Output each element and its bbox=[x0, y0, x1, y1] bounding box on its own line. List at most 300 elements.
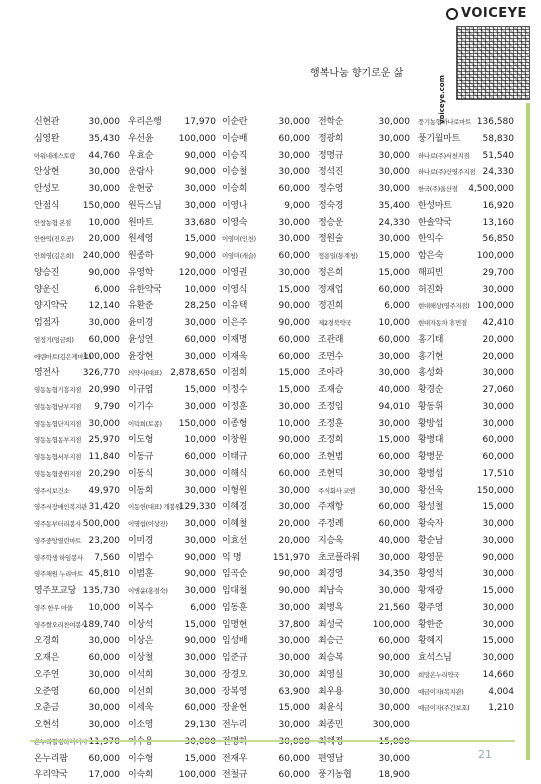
donor-name: 조현범 bbox=[318, 452, 344, 462]
donor-name: 엄점자 bbox=[34, 318, 60, 328]
donation-amount: 27,060 bbox=[482, 385, 514, 395]
donation-amount: 151,970 bbox=[272, 552, 310, 563]
donation-amount: 60,000 bbox=[378, 519, 410, 529]
donor-name: 전누리 bbox=[222, 720, 248, 730]
donation-amount: 15,000 bbox=[482, 586, 514, 596]
donation-amount: 40,000 bbox=[378, 385, 410, 395]
donor-name: 전재우 bbox=[222, 753, 248, 764]
donation-amount: 17,970 bbox=[184, 117, 216, 127]
donor-name: 이동식 bbox=[128, 468, 154, 479]
donation-amount: 30,000 bbox=[184, 401, 216, 412]
donor-name: 윤성연 bbox=[128, 334, 154, 345]
donor-row bbox=[34, 215, 514, 232]
donor-name: 이영나 bbox=[222, 200, 248, 211]
donor-name: 이상석 bbox=[128, 619, 154, 630]
donor-name: 윤미경 bbox=[128, 318, 154, 328]
donation-amount bbox=[358, 734, 410, 751]
donation-amount: 30,000 bbox=[482, 401, 514, 412]
donation-amount: 24,330 bbox=[378, 217, 410, 228]
donor-row bbox=[34, 315, 514, 332]
donation-amount: 14,660 bbox=[482, 669, 514, 680]
donation-amount: 30,000 bbox=[378, 468, 410, 479]
donation-amount: 90,000 bbox=[184, 251, 216, 261]
donation-amount: 60,000 bbox=[184, 703, 216, 714]
donor-name: 이세욱 bbox=[128, 703, 154, 714]
donation-amount: 136,580 bbox=[476, 117, 514, 127]
donation-amount: 150,000 bbox=[476, 485, 514, 496]
donor-name: 최경영 bbox=[318, 569, 344, 580]
donation-amount: 30,000 bbox=[482, 519, 514, 529]
donor-name: 영주중앙열린마트 bbox=[34, 536, 82, 545]
donor-name: 우리은행 bbox=[128, 117, 162, 127]
donor-name: 조면수 bbox=[318, 351, 344, 362]
donation-amount: 30,000 bbox=[278, 602, 310, 613]
donor-name: 영동농협서부지점 bbox=[34, 453, 82, 461]
donor-name: 에덴마트(김은게마트) bbox=[34, 352, 92, 361]
donation-amount: 60,000 bbox=[88, 753, 120, 764]
donor-name: 임명현 bbox=[222, 619, 248, 630]
donation-amount: 51,540 bbox=[482, 150, 514, 161]
donation-amount: 7,560 bbox=[94, 552, 120, 563]
donation-amount: 30,000 bbox=[184, 535, 216, 546]
donation-amount: 30,000 bbox=[184, 653, 216, 663]
donation-amount: 30,000 bbox=[378, 133, 410, 144]
donation-amount: 17,000 bbox=[88, 770, 120, 781]
donation-amount: 30,000 bbox=[88, 184, 120, 194]
donor-name: 이승직 bbox=[222, 150, 248, 161]
donation-amount: 30,000 bbox=[378, 150, 410, 161]
donation-amount: 16,920 bbox=[482, 200, 514, 211]
donation-amount: 30,000 bbox=[378, 368, 410, 379]
donor-name: 유환준 bbox=[128, 301, 154, 312]
donor-name: 정승운 bbox=[318, 217, 344, 228]
donation-amount: 34,350 bbox=[378, 569, 410, 580]
donation-amount: 30,000 bbox=[378, 117, 410, 127]
donor-name: 온누리팜 bbox=[34, 753, 68, 764]
donation-amount: 30,000 bbox=[278, 720, 310, 730]
donation-amount: 35,430 bbox=[88, 133, 120, 144]
donor-name: 정재업 bbox=[318, 284, 344, 295]
donation-amount: 58,830 bbox=[482, 133, 514, 144]
donation-amount: 18,900 bbox=[378, 770, 410, 781]
donor-row bbox=[34, 483, 514, 500]
donor-name: 이기수 bbox=[128, 401, 154, 412]
donation-amount: 60,000 bbox=[88, 334, 120, 345]
donor-name: 풍기농협 bbox=[318, 770, 352, 781]
donation-amount: 49,970 bbox=[88, 485, 120, 496]
donor-name: 이승희 bbox=[222, 184, 248, 194]
donor-name: 이형원 bbox=[222, 485, 248, 496]
donor-row bbox=[34, 633, 514, 650]
donation-amount: 60,000 bbox=[278, 770, 310, 781]
donation-amount: 60,000 bbox=[378, 502, 410, 513]
donation-amount: 10,000 bbox=[184, 435, 216, 446]
donation-amount: 15,000 bbox=[482, 502, 514, 513]
donor-name: 허진화 bbox=[418, 284, 444, 295]
donor-name: 신현관 bbox=[34, 117, 60, 127]
donor-name bbox=[318, 734, 343, 751]
donation-amount: 20,000 bbox=[278, 519, 310, 529]
donor-name: 이범훈 bbox=[128, 569, 154, 580]
donation-amount: 15,000 bbox=[278, 385, 310, 395]
donor-name: 이영미(인천) bbox=[222, 235, 256, 244]
donation-amount: 30,000 bbox=[378, 686, 410, 697]
donation-amount: 10,000 bbox=[278, 418, 310, 429]
donation-amount: 30,000 bbox=[482, 284, 514, 295]
donor-name: 윤장현 bbox=[128, 351, 154, 362]
donor-name: 조정훈 bbox=[318, 418, 344, 429]
donation-amount: 30,000 bbox=[378, 703, 410, 714]
donation-amount: 6,000 bbox=[94, 284, 120, 295]
donation-amount: 30,000 bbox=[278, 653, 310, 663]
donor-name: 유한약국 bbox=[128, 284, 162, 295]
donor-name: 임대철 bbox=[222, 586, 248, 596]
donation-amount: 60,000 bbox=[278, 468, 310, 479]
donation-amount: 30,000 bbox=[184, 468, 216, 479]
donor-name: 이영숙 bbox=[222, 217, 248, 228]
donor-name: 전학순 bbox=[318, 117, 344, 127]
donation-amount: 30,000 bbox=[378, 753, 410, 764]
donation-amount: 20,000 bbox=[278, 535, 310, 546]
donor-name: 홍성화 bbox=[418, 368, 444, 379]
donor-name: 하나로(주)신영주지점 bbox=[418, 168, 476, 177]
donor-row bbox=[34, 248, 514, 265]
donor-name: 안한익(진오공) bbox=[34, 235, 74, 244]
donation-amount: 21,560 bbox=[378, 602, 410, 613]
donor-name: 이미경 bbox=[128, 535, 154, 546]
donor-name: 양운신 bbox=[34, 284, 60, 295]
donation-amount: 30,000 bbox=[378, 351, 410, 362]
donor-name: 이재명 bbox=[222, 334, 248, 345]
donor-row bbox=[34, 550, 514, 567]
donation-amount: 90,000 bbox=[278, 586, 310, 596]
donation-amount: 30,000 bbox=[278, 502, 310, 513]
donation-amount: 37,800 bbox=[278, 619, 310, 630]
donor-name: 최우용 bbox=[318, 686, 344, 697]
donation-amount: 90,000 bbox=[278, 569, 310, 580]
donation-amount: 30,000 bbox=[278, 485, 310, 496]
donor-name: 황병섭 bbox=[418, 468, 444, 479]
donor-name: 하나로(주)서천지점 bbox=[418, 151, 470, 160]
donation-amount: 60,000 bbox=[278, 251, 310, 261]
donation-amount bbox=[74, 734, 120, 751]
donor-name: 희망온누리약국 bbox=[418, 670, 460, 679]
donation-amount: 30,000 bbox=[482, 569, 514, 580]
donation-amount: 15,000 bbox=[378, 435, 410, 446]
donor-name: 조현덕 bbox=[318, 468, 344, 479]
donation-amount: 500,000 bbox=[82, 519, 120, 529]
donor-name: 영주 한우 마을 bbox=[34, 603, 73, 612]
donor-name: 황병문 bbox=[418, 452, 444, 462]
donation-amount: 100,000 bbox=[82, 351, 120, 362]
donation-amount: 6,000 bbox=[384, 301, 410, 312]
donation-amount: 29,130 bbox=[184, 720, 216, 730]
donation-amount: 94,010 bbox=[378, 401, 410, 412]
donor-row bbox=[34, 767, 514, 784]
donor-name: 조재승 bbox=[318, 385, 344, 395]
donation-amount: 60,000 bbox=[278, 133, 310, 144]
donation-amount: 30,000 bbox=[184, 519, 216, 529]
donation-amount: 15,000 bbox=[184, 753, 216, 764]
donor-name: 영주포교당 bbox=[34, 586, 76, 596]
donor-name: 주재항 bbox=[318, 502, 344, 513]
donor-name: 조관래 bbox=[318, 334, 344, 345]
donation-amount: 20,000 bbox=[482, 334, 514, 345]
donor-name: 정수영 bbox=[318, 184, 344, 194]
donation-amount: 30,000 bbox=[378, 485, 410, 496]
donor-name: 영주학생 하임봉사 bbox=[34, 553, 83, 562]
donor-name: 원마트 bbox=[128, 217, 154, 228]
donation-amount: 23,200 bbox=[88, 535, 120, 546]
donor-name: 최승근 bbox=[318, 636, 344, 647]
donation-amount: 30,000 bbox=[278, 117, 310, 127]
donor-name: 황재광 bbox=[418, 586, 444, 596]
donor-name: 익 명 bbox=[222, 552, 242, 563]
donor-row bbox=[34, 432, 514, 449]
donation-amount: 60,000 bbox=[278, 452, 310, 462]
donor-name: 황영석 bbox=[418, 569, 444, 580]
donation-amount: 100,000 bbox=[372, 619, 410, 630]
donor-name: 영전사 bbox=[34, 368, 60, 379]
donor-name: 효석스님 bbox=[418, 653, 452, 663]
donor-name: 운람사 bbox=[128, 167, 154, 178]
donation-amount: 10,000 bbox=[88, 602, 120, 613]
donor-row bbox=[34, 734, 514, 751]
donor-name: 이상은 bbox=[128, 636, 154, 647]
donor-name: 주정례 bbox=[318, 519, 344, 529]
donor-name: 이해식 bbox=[222, 468, 248, 479]
donor-name: 조정희 bbox=[318, 435, 344, 446]
donor-name: 우리약국 bbox=[34, 770, 68, 781]
donor-name: 이수형 bbox=[128, 753, 154, 764]
donation-amount: 6,000 bbox=[190, 602, 216, 613]
donation-amount: 30,000 bbox=[278, 636, 310, 647]
donor-name: 현대자동차 휴먼점 bbox=[418, 319, 467, 327]
donation-amount: 13,160 bbox=[482, 217, 514, 228]
donor-row bbox=[34, 399, 514, 416]
donation-amount bbox=[262, 734, 310, 751]
donation-amount: 30,000 bbox=[88, 318, 120, 328]
donor-name: 양승진 bbox=[34, 267, 60, 278]
donation-amount bbox=[168, 734, 216, 751]
donation-amount: 30,000 bbox=[184, 184, 216, 194]
donation-amount: 30,000 bbox=[88, 703, 120, 714]
donor-row bbox=[34, 684, 514, 701]
donation-amount: 15,000 bbox=[378, 267, 410, 278]
donor-row bbox=[34, 131, 514, 148]
donation-amount: 12,140 bbox=[88, 301, 120, 312]
donor-name: 안점식 bbox=[34, 200, 60, 211]
donor-name: 조아라 bbox=[318, 368, 344, 379]
donation-amount: 60,000 bbox=[88, 686, 120, 697]
donor-name: 홍기현 bbox=[418, 351, 444, 362]
donor-name: 엄정기(엄금희) bbox=[34, 335, 74, 344]
donation-amount: 60,000 bbox=[88, 653, 120, 663]
side-accent-bar bbox=[526, 103, 530, 760]
donor-name: 오재은 bbox=[34, 653, 60, 663]
donation-amount: 63,900 bbox=[278, 686, 310, 697]
donation-amount: 40,000 bbox=[378, 535, 410, 546]
donor-name: 영동농협기흥지점 bbox=[34, 386, 82, 394]
donor-name: 이병윤(홍점숙) bbox=[128, 587, 168, 595]
donation-amount: 15,000 bbox=[482, 636, 514, 647]
footer-divider bbox=[30, 740, 515, 742]
donor-name: 해피빈 bbox=[418, 267, 444, 278]
donor-name: 주식회사 코엔 bbox=[318, 486, 355, 495]
donor-name: 현대해상(영주지점) bbox=[418, 302, 470, 311]
donation-amount: 100,000 bbox=[178, 770, 216, 781]
donor-row bbox=[34, 114, 514, 131]
donor-name: 최영실 bbox=[318, 669, 344, 680]
donation-amount: 100,000 bbox=[476, 301, 514, 312]
donor-name: 이명섭(이상진) bbox=[128, 520, 168, 528]
donor-name: 편영남 bbox=[318, 753, 344, 764]
donation-amount: 30,000 bbox=[278, 669, 310, 680]
donation-amount: 30,000 bbox=[184, 586, 216, 596]
voiceye-code-image bbox=[456, 26, 530, 100]
donor-name: 이영권 bbox=[222, 267, 248, 278]
donor-name: 이석희 bbox=[128, 669, 154, 680]
donor-name: 정숙경 bbox=[318, 200, 344, 211]
donor-name: 이상철 bbox=[128, 653, 154, 663]
donor-name: 원세영 bbox=[128, 234, 154, 245]
donor-name: 최성국 bbox=[318, 619, 344, 630]
donation-amount: 33,680 bbox=[184, 217, 216, 228]
donation-amount: 15,000 bbox=[378, 251, 410, 261]
donor-row bbox=[34, 449, 514, 466]
donor-name: 황한준 bbox=[418, 619, 444, 630]
donor-row bbox=[34, 466, 514, 483]
donation-amount: 28,250 bbox=[184, 301, 216, 312]
donation-amount: 30,000 bbox=[88, 117, 120, 127]
donation-amount: 30,000 bbox=[184, 485, 216, 496]
donor-list bbox=[34, 114, 514, 784]
donor-name: 영동농협동부지점 bbox=[34, 436, 82, 445]
donation-amount: 100,000 bbox=[476, 251, 514, 261]
donor-row bbox=[34, 349, 514, 366]
donor-name: 정진희 bbox=[318, 301, 344, 312]
donation-amount: 35,400 bbox=[378, 200, 410, 211]
donor-name: 오주연 bbox=[34, 669, 60, 680]
donor-name: 한익수 bbox=[418, 234, 444, 245]
donation-amount: 30,000 bbox=[482, 368, 514, 379]
donor-name: 이태규 bbox=[222, 452, 248, 462]
donation-amount: 135,730 bbox=[82, 586, 120, 596]
donor-name: 황방섭 bbox=[418, 418, 444, 429]
donor-name: 한국(주)울산점 bbox=[418, 185, 458, 193]
page-slogan: 행복나눔 향기로운 삶 bbox=[310, 68, 404, 79]
donor-row bbox=[34, 751, 514, 768]
donation-amount: 10,000 bbox=[88, 217, 120, 228]
donor-name: 이승배 bbox=[222, 133, 248, 144]
donor-name: 이혜철 bbox=[222, 519, 248, 529]
donation-amount: 30,000 bbox=[482, 418, 514, 429]
donor-row bbox=[34, 650, 514, 667]
donor-name: 최윤식 bbox=[318, 703, 344, 714]
donation-amount: 45,810 bbox=[88, 569, 120, 580]
donor-name: 황순남 bbox=[418, 535, 444, 546]
donation-amount: 11,840 bbox=[88, 452, 120, 462]
donation-amount: 17,510 bbox=[482, 468, 514, 479]
donor-row bbox=[34, 583, 514, 600]
donor-name: 정용일(통계청) bbox=[318, 252, 358, 260]
donor-name: 이덕희(토종) bbox=[128, 419, 162, 428]
voiceye-logo bbox=[446, 6, 536, 24]
voiceye-logo-text: VOICEYE bbox=[461, 6, 527, 21]
donor-name: 황숙자 bbox=[418, 519, 444, 529]
donor-name: 풍기농협하나로마트 bbox=[418, 118, 471, 126]
donation-amount: 90,000 bbox=[482, 552, 514, 563]
donation-amount: 30,000 bbox=[88, 167, 120, 178]
donation-amount: 30,000 bbox=[482, 619, 514, 630]
donation-amount: 15,000 bbox=[278, 284, 310, 295]
donation-amount: 300,000 bbox=[372, 720, 410, 730]
donor-row bbox=[34, 516, 514, 533]
donor-name: 이창원 bbox=[222, 435, 248, 446]
donor-name: 유영학 bbox=[128, 267, 154, 278]
donation-amount: 30,000 bbox=[184, 200, 216, 211]
donation-amount: 30,000 bbox=[378, 167, 410, 178]
donor-name: 안희영(김은희) bbox=[34, 252, 74, 260]
donation-amount: 90,000 bbox=[184, 569, 216, 580]
donation-amount: 30,000 bbox=[378, 586, 410, 596]
donor-name: 영주쌀오리찬여봉사 bbox=[34, 620, 87, 629]
donor-name: 안성모 bbox=[34, 184, 60, 194]
donor-name: 정석진 bbox=[318, 167, 344, 178]
donation-amount: 20,000 bbox=[88, 234, 120, 245]
donor-name: 이점희 bbox=[222, 368, 248, 379]
donor-name: 의약사(대표) bbox=[128, 369, 162, 378]
donor-name: 심영완 bbox=[34, 133, 60, 144]
donor-name: 원종하 bbox=[128, 251, 154, 261]
donation-amount: 90,000 bbox=[184, 552, 216, 563]
donation-amount: 30,000 bbox=[88, 418, 120, 429]
donation-amount: 15,000 bbox=[278, 368, 310, 379]
donor-name: 이영미(캐슬) bbox=[222, 252, 256, 260]
donor-name: 황주영 bbox=[418, 602, 444, 613]
donation-amount: 30,000 bbox=[278, 167, 310, 178]
donation-amount: 90,000 bbox=[184, 167, 216, 178]
donor-name: 이복수 bbox=[128, 602, 154, 613]
donation-amount: 60,000 bbox=[378, 452, 410, 462]
donation-amount: 90,000 bbox=[278, 435, 310, 446]
donation-amount: 20,990 bbox=[88, 385, 120, 395]
donation-amount: 60,000 bbox=[482, 452, 514, 462]
donor-name: 황영문 bbox=[418, 552, 444, 563]
donor-name: 임곡순 bbox=[222, 569, 248, 580]
donor-name: 이승철 bbox=[222, 167, 248, 178]
donor-row bbox=[34, 181, 514, 198]
donor-name: 이동규 bbox=[128, 452, 154, 462]
donor-name: 이소영 bbox=[128, 720, 154, 730]
donor-row bbox=[34, 332, 514, 349]
donation-amount: 10,000 bbox=[184, 284, 216, 295]
donor-name: 정광희 bbox=[318, 133, 344, 144]
donor-name: 이종형 bbox=[222, 418, 248, 429]
donation-amount: 240,000 bbox=[82, 251, 120, 261]
donor-row bbox=[34, 298, 514, 315]
donation-amount: 90,000 bbox=[88, 267, 120, 278]
donation-amount: 56,850 bbox=[482, 234, 514, 245]
donor-name: 이재욱 bbox=[222, 351, 248, 362]
donation-amount: 60,000 bbox=[278, 753, 310, 764]
donor-name bbox=[128, 734, 153, 751]
donor-name: 황성철 bbox=[418, 502, 444, 513]
donor-name: 영주시보건소 bbox=[34, 486, 70, 495]
donor-row bbox=[34, 382, 514, 399]
donation-amount: 15,000 bbox=[184, 619, 216, 630]
donation-amount: 15,000 bbox=[278, 703, 310, 714]
